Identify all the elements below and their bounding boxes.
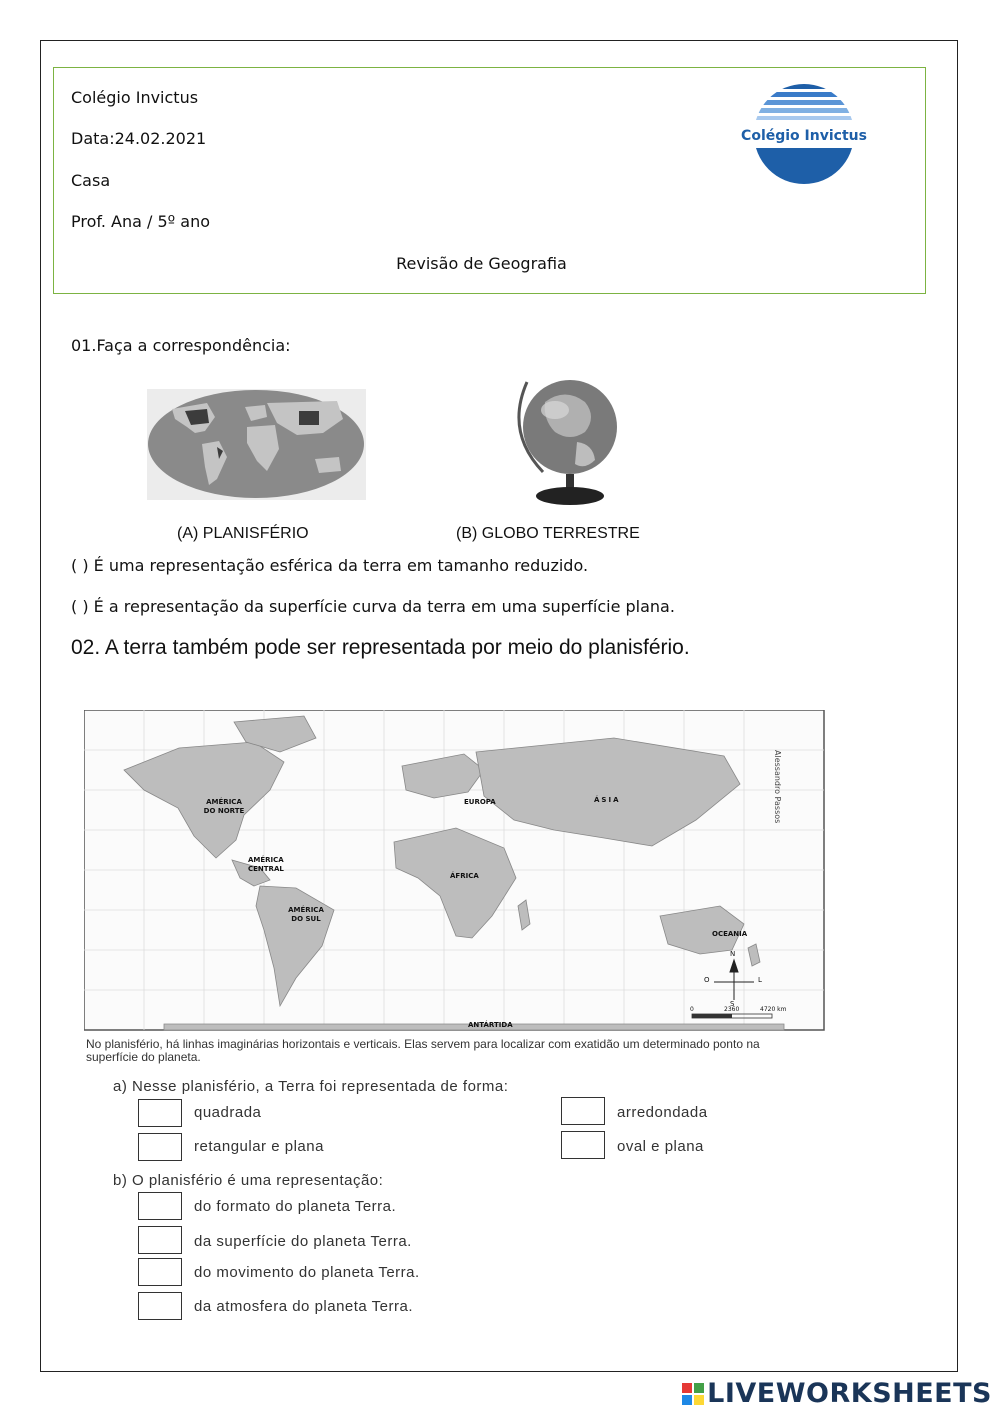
label-asia: ÁSIA [594, 796, 621, 804]
subject-title: Revisão de Geografia [396, 254, 567, 273]
checkbox-quadrada[interactable] [138, 1099, 182, 1127]
option-superficie: da superfície do planeta Terra. [194, 1233, 412, 1250]
checkbox-formato[interactable] [138, 1192, 182, 1220]
liveworksheets-text: LIVEWORKSHEETS [707, 1378, 992, 1409]
label-north-america: AMÉRICA DO NORTE [203, 798, 245, 815]
option-atmosfera: da atmosfera do planeta Terra. [194, 1298, 414, 1315]
compass-s: S [730, 1000, 735, 1008]
location: Casa [71, 171, 111, 190]
option-quadrada: quadrada [194, 1104, 262, 1121]
option-retangular: retangular e plana [194, 1138, 324, 1155]
teacher: Prof. Ana / 5º ano [71, 212, 211, 231]
label-europe: EUROPA [464, 798, 496, 806]
statement-1[interactable]: ( ) É uma representação esférica da terra em tamanho reduzido. [71, 556, 589, 575]
checkbox-retangular[interactable] [138, 1133, 182, 1161]
globo-image [515, 372, 625, 507]
checkbox-atmosfera[interactable] [138, 1292, 182, 1320]
label-africa: ÁFRICA [450, 872, 479, 880]
label-central-america: AMÉRICA CENTRAL [248, 856, 284, 873]
map-caption: No planisfério, há linhas imaginárias horizontais e verticais. Elas servem para localizar com exatidão um determinado ponto na superfície do planeta. [86, 1037, 760, 1064]
option-oval: oval e plana [617, 1138, 704, 1155]
compass-n: N [730, 950, 736, 958]
school-name: Colégio Invictus [71, 88, 199, 107]
scale-mid: 2360 [724, 1006, 740, 1013]
checkbox-arredondada[interactable] [561, 1097, 605, 1125]
map-credit: Alessandro Passos [773, 750, 782, 824]
label-oceania: OCEANIA [712, 930, 748, 938]
caption-a: (A) PLANISFÉRIO [177, 525, 309, 542]
scale-end: 4720 km [760, 1006, 787, 1013]
label-south-america: AMÉRICA DO SUL [288, 906, 324, 923]
option-movimento: do movimento do planeta Terra. [194, 1264, 420, 1281]
statement-2[interactable]: ( ) É a representação da superfície curva da terra em uma superfície plana. [71, 597, 675, 616]
school-logo [740, 84, 868, 188]
checkbox-oval[interactable] [561, 1131, 605, 1159]
caption-b: (B) GLOBO TERRESTRE [456, 525, 640, 542]
date: Data:24.02.2021 [71, 129, 207, 148]
logo-text: Colégio Invictus [741, 128, 867, 144]
part-a-question: a) Nesse planisfério, a Terra foi representada de forma: [113, 1078, 509, 1095]
planisferio-image [147, 389, 366, 500]
label-antarctica: ANTÁRTIDA [468, 1021, 513, 1029]
part-b-question: b) O planisfério é uma representação: [113, 1172, 384, 1189]
world-map [84, 710, 836, 1033]
question2-title: 02. A terra também pode ser representada por meio do planisfério. [71, 636, 690, 659]
question1-title: 01.Faça a correspondência: [71, 336, 291, 355]
option-formato: do formato do planeta Terra. [194, 1198, 397, 1215]
checkbox-movimento[interactable] [138, 1258, 182, 1286]
scale-0: 0 [690, 1006, 694, 1013]
option-arredondada: arredondada [617, 1104, 708, 1121]
liveworksheets-logo[interactable] [682, 1378, 992, 1409]
checkbox-superficie[interactable] [138, 1226, 182, 1254]
compass-l: L [758, 976, 762, 984]
compass-o: O [704, 976, 710, 984]
lw-badge-icon [682, 1383, 704, 1405]
